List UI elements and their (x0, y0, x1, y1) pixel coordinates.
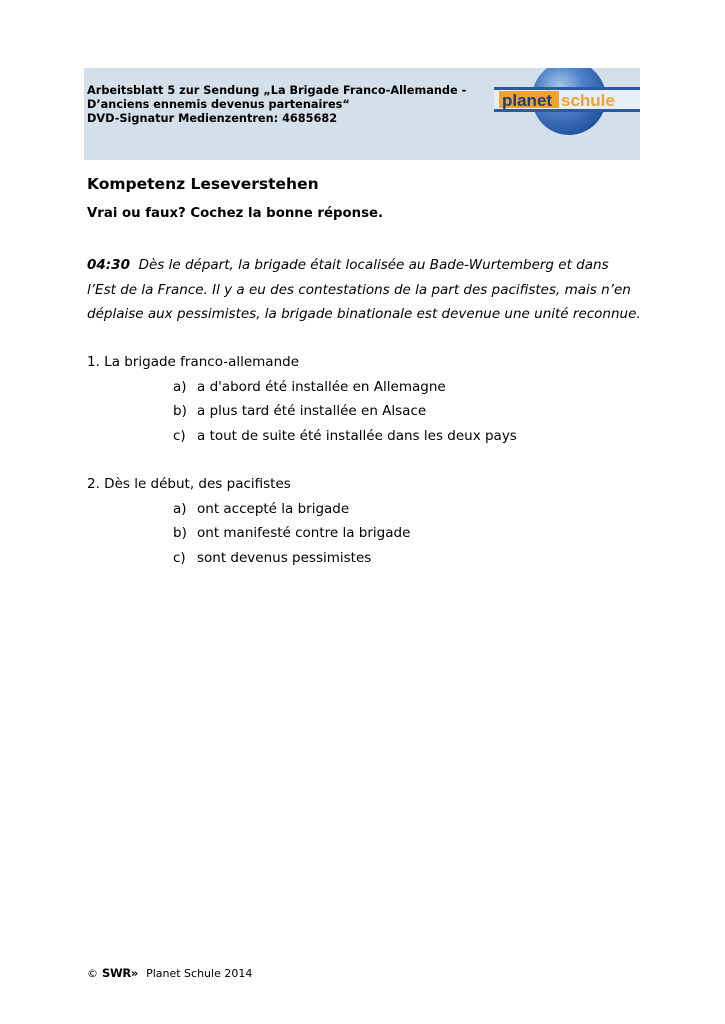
option-letter: a) (173, 378, 187, 395)
footer-text: Planet Schule 2014 (146, 966, 253, 980)
option-letter: c) (173, 427, 186, 444)
section-title: Kompetenz Leseverstehen (87, 175, 319, 193)
option-text: a tout de suite été installée dans les deux pays (197, 427, 517, 444)
option-letter: b) (173, 525, 187, 541)
answer-option[interactable] (173, 399, 517, 424)
question-1 (87, 350, 517, 448)
reading-passage (87, 253, 647, 327)
planet-schule-logo-graphic (494, 68, 640, 138)
option-text: a plus tard été installée en Alsace (197, 403, 427, 419)
logo-band-top (494, 87, 640, 90)
answer-option[interactable] (173, 546, 410, 571)
option-text: ont accepté la brigade (197, 500, 350, 517)
swr-logo: SWR» (102, 966, 139, 980)
answer-option[interactable] (173, 497, 410, 522)
instruction: Vrai ou faux? Cochez la bonne réponse. (87, 206, 384, 221)
option-text: ont manifesté contre la brigade (197, 525, 411, 541)
option-letter: c) (173, 549, 186, 566)
question-stem: 2. Dès le début, des pacifistes (87, 476, 291, 492)
copyright-symbol: © (87, 966, 98, 980)
logo-schule-text: schule (561, 91, 615, 110)
answer-option[interactable] (173, 424, 517, 449)
option-letter: b) (173, 403, 187, 419)
passage-line-1 (87, 253, 647, 278)
question-2 (87, 472, 410, 570)
passage-text-1: Dès le départ, la brigade était localisée au Bade-Wurtemberg et dans (138, 257, 609, 273)
timestamp: 04:30 (87, 257, 130, 273)
worksheet-header (87, 84, 487, 126)
answer-option[interactable] (173, 521, 410, 546)
question-stem: 1. La brigade franco-allemande (87, 354, 300, 370)
planet-schule-logo (494, 68, 640, 138)
header-line-1: Arbeitsblatt 5 zur Sendung „La Brigade Franco-Allemande - (87, 84, 467, 97)
header-line-2: D’anciens ennemis devenus partenaires“ (87, 98, 350, 111)
passage-line-2: l’Est de la France. Il y a eu des contestations de la part des pacifistes, mais n’en (87, 281, 631, 298)
answer-option[interactable] (173, 375, 517, 400)
logo-planet-text: planet (502, 91, 553, 110)
passage-line-3: déplaise aux pessimistes, la brigade binationale est devenue une unité reconnue. (87, 306, 641, 322)
option-text: sont devenus pessimistes (197, 549, 372, 566)
footer (87, 966, 252, 980)
option-letter: a) (173, 500, 187, 517)
header-line-3: DVD-Signatur Medienzentren: 4685682 (87, 112, 338, 125)
option-text: a d'abord été installée en Allemagne (197, 378, 446, 395)
